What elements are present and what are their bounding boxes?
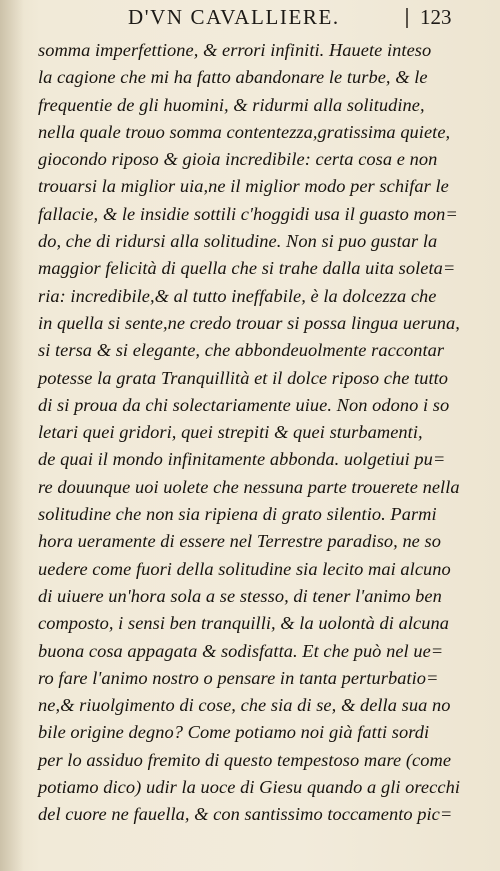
text-line: di si proua da chi solectariamente uiue. Non odono i so — [38, 394, 450, 415]
running-head: D'VN CAVALLIERE. — [128, 5, 340, 29]
text-line: re douunque uoi uolete che nessuna parte trouerete nella — [38, 476, 460, 497]
text-line: per lo assiduo fremito di questo tempestoso mare (come — [38, 749, 452, 770]
text-line: hora ueramente di essere nel Terrestre paradiso, ne so — [38, 531, 441, 552]
text-line: composto, i sensi ben tranquilli, & la uolontà di alcuna — [38, 613, 449, 634]
text-line: frequentie de gli huomini, & ridurmi alla solitudine, — [38, 94, 425, 115]
text-line: solitudine che non sia ripiena di grato silentio. Parmi — [38, 504, 437, 525]
text-line: del cuore ne fauella, & con santissimo toccamento pic= — [38, 804, 453, 825]
text-line: buona cosa appagata & sodisfatta. Et che può nel ue= — [38, 640, 444, 661]
text-line: uedere come fuori della solitudine sia lecito mai alcuno — [38, 558, 451, 579]
text-line: ne,& riuolgimento di cose, che sia di se, & della sua no — [38, 695, 451, 716]
text-line: di uiuere un'hora sola a se stesso, di tener l'animo ben — [38, 585, 442, 606]
text-line: fallacie, & le insidie sottili c'hoggidi usa il guasto mon= — [38, 203, 458, 224]
text-line: bile origine degno? Come potiamo noi già fatti sordi — [38, 722, 430, 743]
text-line: letari quei gridori, quei strepiti & quei sturbamenti, — [38, 422, 423, 443]
text-line: potiamo dico) udir la uoce di Giesu quando a gli orecchi — [38, 777, 460, 798]
text-line: in quella si sente,ne credo trouar si possa lingua ueruna, — [38, 312, 460, 333]
text-line: potesse la grata Tranquillità et il dolce riposo che tutto — [38, 367, 449, 388]
gutter-shadow — [0, 0, 24, 871]
header-divider — [406, 8, 408, 28]
page-number: 123 — [420, 5, 452, 29]
text-line: de quai il mondo infinitamente abbonda. uolgetiui pu= — [38, 449, 446, 470]
text-line: ro fare l'animo nostro o pensare in tanta perturbatio= — [38, 667, 439, 688]
text-line: maggior felicità di quella che si trahe dalla uita soleta= — [38, 258, 456, 279]
text-line: giocondo riposo & gioia incredibile: certa cosa e non — [38, 149, 438, 170]
text-line: ria: incredibile,& al tutto ineffabile, è la dolcezza che — [38, 285, 437, 306]
text-line: nella quale trouo somma contentezza,gratissima quiete, — [38, 121, 451, 142]
body-text — [38, 37, 480, 829]
text-line: do, che di ridursi alla solitudine. Non si puo gustar la — [38, 231, 438, 252]
text-line: somma imperfettione, & errori infiniti. Hauete inteso — [38, 40, 432, 60]
text-line: la cagione che mi ha fatto abandonare le turbe, & le — [38, 67, 428, 88]
text-line: si tersa & si elegante, che abbondeuolmente raccontar — [38, 340, 445, 361]
text-line: trouarsi la miglior uia,ne il miglior modo per schifar le — [38, 176, 449, 197]
page-header — [0, 2, 500, 30]
